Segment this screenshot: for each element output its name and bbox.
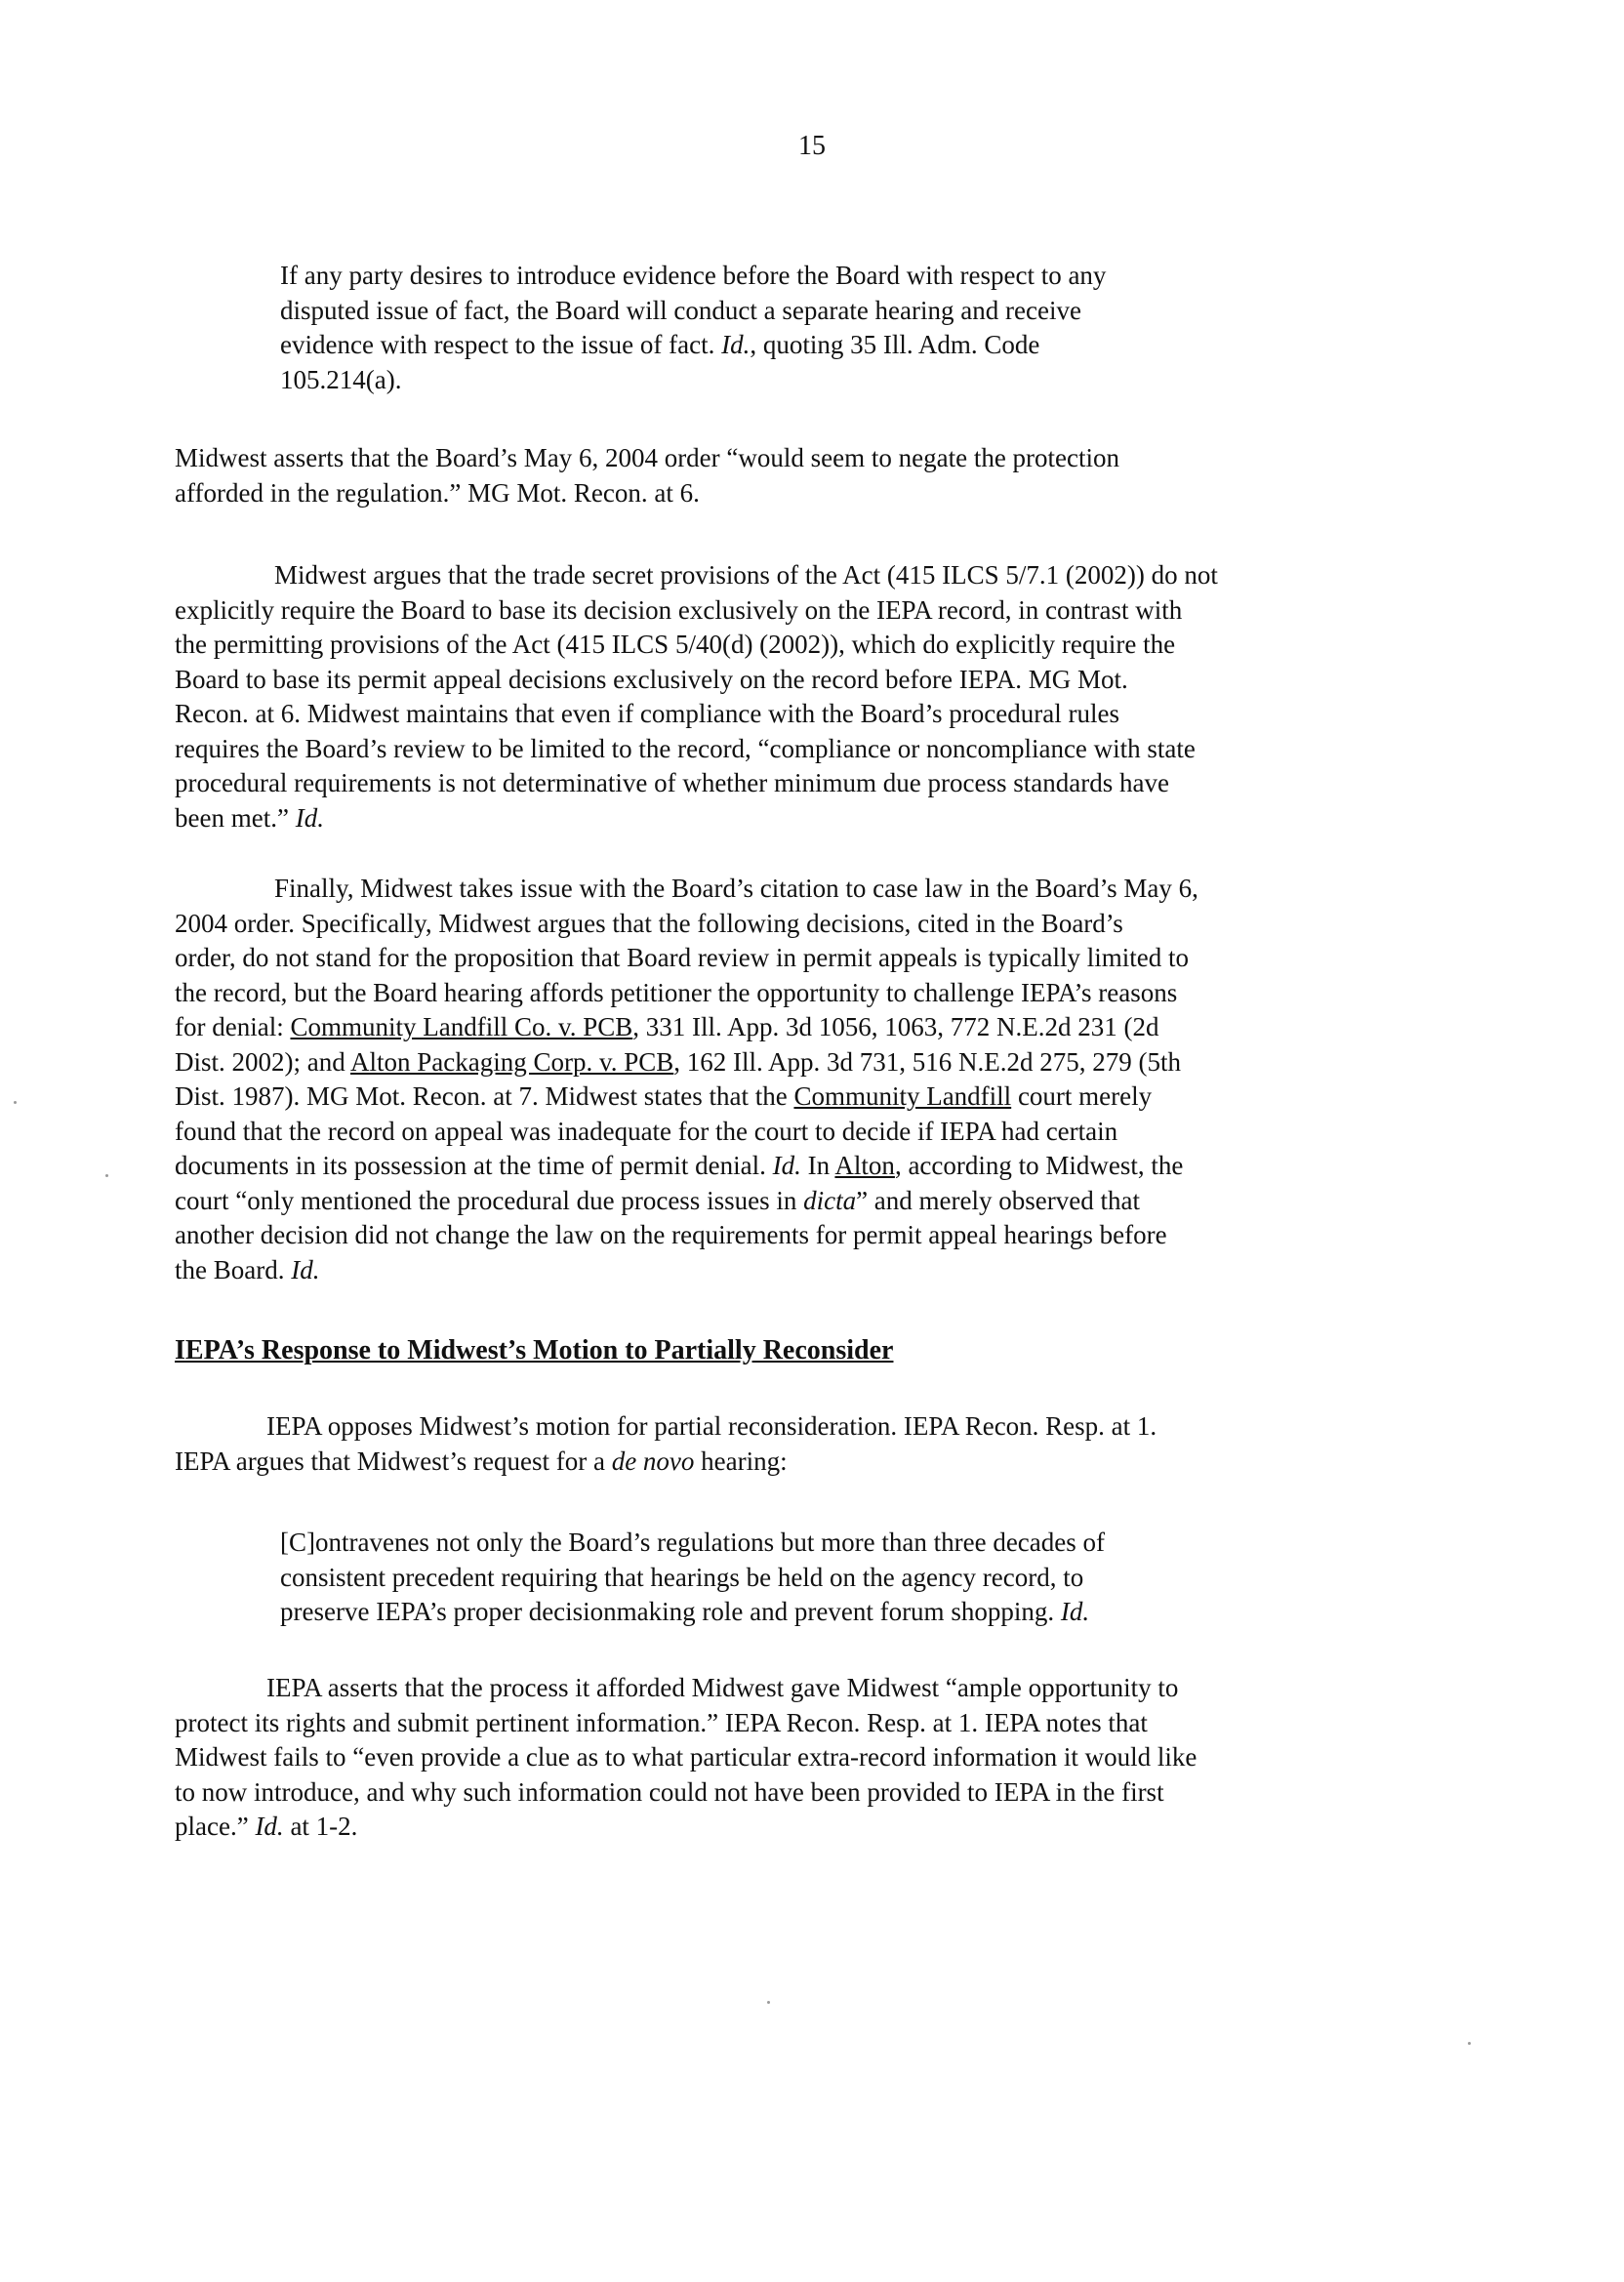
section-heading: IEPA’s Response to Midwest’s Motion to Partially Reconsider bbox=[175, 1335, 894, 1365]
id-citation: Id. bbox=[291, 1254, 320, 1284]
text-line: If any party desires to introduce evidence before the Board with respect to any bbox=[280, 261, 1107, 290]
text-line: been met.” Id. bbox=[175, 802, 324, 833]
paragraph-case-law bbox=[175, 872, 1463, 1287]
case-name-alton-packaging: Alton Packaging Corp. v. PCB bbox=[350, 1046, 674, 1077]
text-line: explicitly require the Board to base its decision exclusively on the IEPA record, in contrast with bbox=[175, 594, 1183, 625]
scan-speck bbox=[14, 1101, 17, 1104]
text-line: requires the Board’s review to be limited to the record, “compliance or noncompliance with state bbox=[175, 733, 1196, 763]
text-line: found that the record on appeal was inadequate for the court to decide if IEPA had certain bbox=[175, 1116, 1118, 1146]
text-line: for denial: Community Landfill Co. v. PCB, 331 Ill. App. 3d 1056, 1063, 772 N.E.2d 231 (2d bbox=[175, 1012, 1159, 1041]
text-line: Recon. at 6. Midwest maintains that even if compliance with the Board’s procedural rules bbox=[175, 699, 1119, 728]
paragraph-iepa-asserts bbox=[175, 1671, 1463, 1845]
text-line: [C]ontravenes not only the Board’s regulations but more than three decades of bbox=[280, 1528, 1106, 1557]
text-line: Finally, Midwest takes issue with the Board’s citation to case law in the Board’s May 6, bbox=[274, 874, 1198, 903]
text-line: the Board. Id. bbox=[175, 1254, 320, 1284]
text-line: order, do not stand for the proposition that Board review in permit appeals is typically limited to bbox=[175, 943, 1189, 972]
page-number: 15 bbox=[798, 131, 826, 161]
paragraph-midwest-asserts bbox=[175, 441, 1463, 510]
text-line: place.” Id. at 1-2. bbox=[175, 1812, 358, 1841]
id-citation: Id. bbox=[772, 1151, 801, 1180]
text-line: procedural requirements is not determinative of whether minimum due process standards have bbox=[175, 768, 1169, 797]
text-line: 2004 order. Specifically, Midwest argues that the following decisions, cited in the Board’s bbox=[175, 908, 1123, 938]
text-line: IEPA asserts that the process it afforded Midwest gave Midwest “ample opportunity to bbox=[266, 1673, 1179, 1702]
block-quote-hearing-rule bbox=[280, 259, 1363, 397]
text-line: Dist. 1987). MG Mot. Recon. at 7. Midwest states that the Community Landfill court merely bbox=[175, 1081, 1153, 1111]
text-line: protect its rights and submit pertinent information.” IEPA Recon. Resp. at 1. IEPA notes that bbox=[175, 1707, 1148, 1737]
text-line: Board to base its permit appeal decisions exclusively on the record before IEPA. MG Mot. bbox=[175, 664, 1128, 694]
paragraph-midwest-argues bbox=[175, 558, 1463, 835]
de-novo-term: de novo bbox=[611, 1446, 695, 1476]
case-name-community-landfill: Community Landfill Co. v. PCB bbox=[290, 1012, 633, 1041]
id-citation: Id. bbox=[295, 802, 324, 833]
scan-speck bbox=[105, 1174, 108, 1177]
text-line: Dist. 2002); and Alton Packaging Corp. v. PCB, 162 Ill. App. 3d 731, 516 N.E.2d 275, 279 (5th bbox=[175, 1046, 1182, 1077]
text-line: Midwest asserts that the Board’s May 6, 2004 order “would seem to negate the protection bbox=[175, 443, 1120, 472]
text-line: Midwest argues that the trade secret provisions of the Act (415 ILCS 5/7.1 (2002)) do not bbox=[274, 560, 1218, 590]
text-line: the permitting provisions of the Act (415 ILCS 5/40(d) (2002)), which do explicitly require the bbox=[175, 630, 1176, 659]
id-citation: Id. bbox=[255, 1812, 284, 1841]
text-line: the record, but the Board hearing affords petitioner the opportunity to challenge IEPA’s reasons bbox=[175, 977, 1178, 1007]
text-line: to now introduce, and why such information could not have been provided to IEPA in the first bbox=[175, 1776, 1164, 1807]
scan-speck bbox=[767, 2001, 770, 2004]
text-line: consistent precedent requiring that hearings be held on the agency record, to bbox=[280, 1562, 1084, 1592]
text-line: disputed issue of fact, the Board will conduct a separate hearing and receive bbox=[280, 295, 1081, 325]
text-line: 105.214(a). bbox=[280, 364, 402, 394]
paragraph-iepa-opposes bbox=[175, 1409, 1463, 1479]
text-line: Midwest fails to “even provide a clue as to what particular extra-record information it would like bbox=[175, 1742, 1198, 1772]
text-line: documents in its possession at the time of permit denial. Id. In Alton, according to Midwest, the bbox=[175, 1151, 1184, 1180]
dicta-term: dicta bbox=[803, 1185, 857, 1215]
text-line: IEPA argues that Midwest’s request for a de novo hearing: bbox=[175, 1446, 788, 1476]
text-line: another decision did not change the law on the requirements for permit appeal hearings before bbox=[175, 1220, 1167, 1249]
text-line: afforded in the regulation.” MG Mot. Recon. at 6. bbox=[175, 477, 700, 508]
id-citation: Id. bbox=[1060, 1597, 1090, 1626]
text-line: court “only mentioned the procedural due process issues in dicta” and merely observed that bbox=[175, 1185, 1140, 1215]
text-line: evidence with respect to the issue of fact. Id., quoting 35 Ill. Adm. Code bbox=[280, 330, 1040, 359]
block-quote-iepa-argument bbox=[280, 1526, 1363, 1630]
text-line: IEPA opposes Midwest’s motion for partial reconsideration. IEPA Recon. Resp. at 1. bbox=[266, 1411, 1157, 1441]
id-citation: Id. bbox=[721, 330, 751, 359]
scan-speck bbox=[1468, 2042, 1471, 2045]
text-line: preserve IEPA’s proper decisionmaking role and prevent forum shopping. Id. bbox=[280, 1597, 1090, 1626]
case-name-alton-short: Alton bbox=[834, 1151, 895, 1180]
case-name-community-landfill-short: Community Landfill bbox=[793, 1081, 1012, 1111]
